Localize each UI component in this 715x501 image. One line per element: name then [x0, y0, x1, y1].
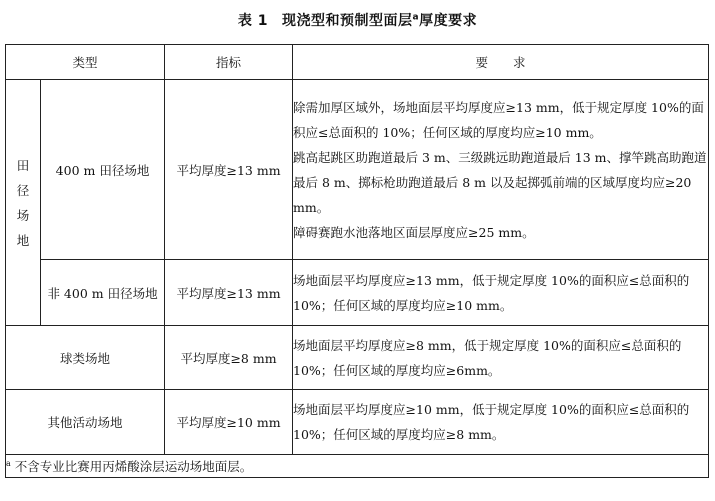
footnote-row: [6, 455, 709, 478]
group-char: 地: [16, 232, 30, 248]
type-other: 其他活动场地: [6, 390, 165, 455]
group-track-field: [6, 80, 41, 326]
requirement-other: 场地面层平均厚度应≥10 mm，低于规定厚度 10%的面积应≤总面积的 10%；任何区域的厚度均应≥8 mm。: [293, 390, 709, 455]
index-other: 平均厚度≥10 mm: [165, 390, 293, 455]
title-footnote-mark: a: [412, 12, 420, 23]
requirement-text: 除需加厚区域外，场地面层平均厚度应≥13 mm，低于规定厚度 10%的面积应≤总面积的 10%；任何区域的厚度均应≥10 mm。: [293, 99, 704, 140]
type-ball: 球类场地: [6, 326, 165, 390]
requirement-text: 跳高起跳区助跑道最后 3 m、三级跳远助跑道最后 13 m、撑竿跳高助跑道最后 8 m、掷标枪助跑道最后 8 m 以及起掷弧前端的区域厚度均应≥20 mm。: [293, 149, 707, 215]
footnote-text: 不含专业比赛用丙烯酸涂层运动场地面层。: [14, 459, 253, 474]
requirement-non-400m: 场地面层平均厚度应≥13 mm，低于规定厚度 10%的面积应≤总面积的 10%；任何区域的厚度均应≥10 mm。: [293, 260, 709, 326]
table-number: 表 1: [237, 13, 269, 29]
index-400m: 平均厚度≥13 mm: [165, 80, 293, 260]
header-index: 指标: [165, 45, 293, 80]
thickness-table: [5, 44, 709, 478]
table-row: [6, 80, 709, 260]
header-type: 类型: [6, 45, 165, 80]
sub-type-400m: 400 m 田径场地: [41, 80, 165, 260]
requirement-ball: 场地面层平均厚度应≥8 mm，低于规定厚度 10%的面积应≤总面积的 10%；任何区域的厚度均应≥6mm。: [293, 326, 709, 390]
requirement-400m: [293, 80, 709, 260]
table-title: [0, 10, 715, 30]
requirement-text: 障碍赛跑水池落地区面层厚度应≥25 mm。: [293, 224, 535, 240]
sub-type-non-400m: 非 400 m 田径场地: [41, 260, 165, 326]
table-row: [6, 260, 709, 326]
group-char: 场: [16, 207, 30, 223]
table-row: [6, 390, 709, 455]
group-char: 径: [16, 182, 30, 198]
index-non-400m: 平均厚度≥13 mm: [165, 260, 293, 326]
table-title-text: 现浇型和预制型面层: [282, 13, 413, 29]
index-ball: 平均厚度≥8 mm: [165, 326, 293, 390]
header-row: [6, 45, 709, 80]
group-char: 田: [16, 157, 30, 173]
footnote: [6, 455, 709, 478]
footnote-mark: a: [6, 458, 11, 468]
table-row: [6, 326, 709, 390]
table-title-suffix: 厚度要求: [419, 13, 478, 29]
header-requirement: 要 求: [293, 45, 709, 80]
